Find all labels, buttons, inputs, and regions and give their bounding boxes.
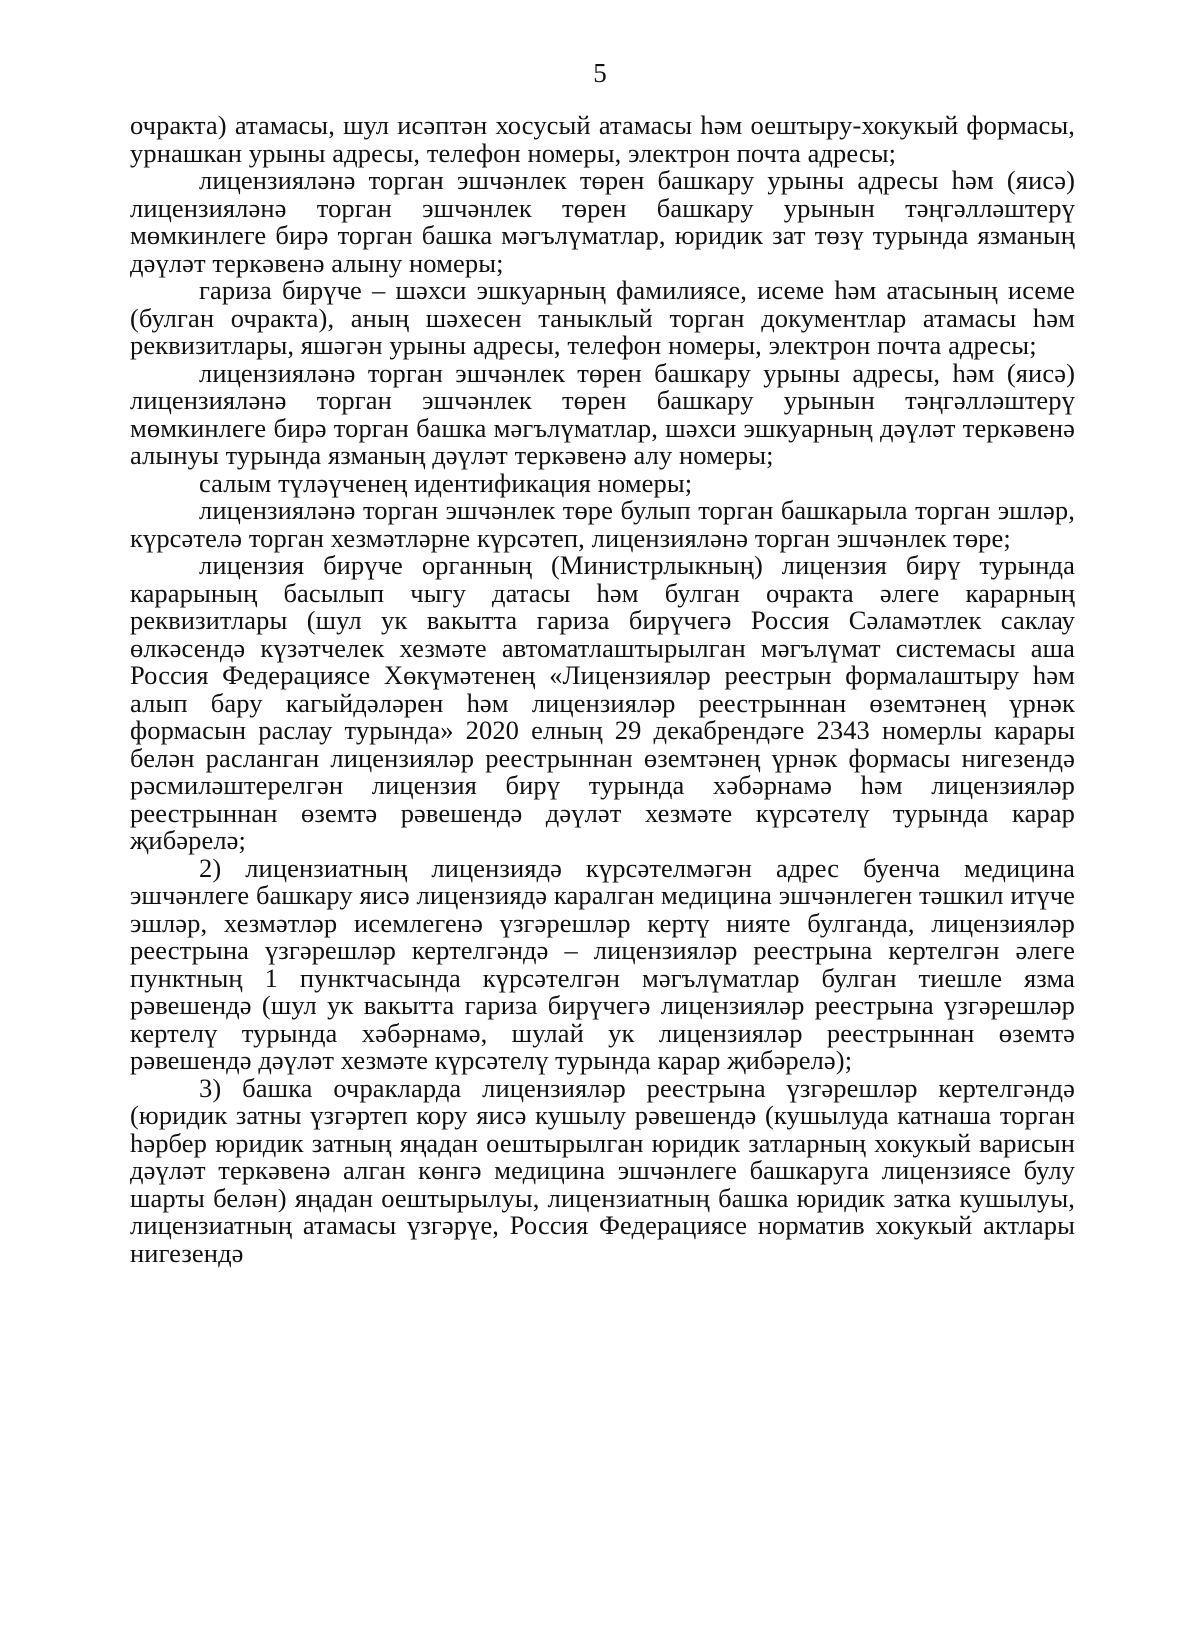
paragraph: лицензия бирүче органның (Министрлыкның) лицензия бирү турында карарының басылып чыгу датасы һәм булган очракта әлеге карарның реквизитлары (шул ук вакытта гариза бирүчегә Россия Сәламәтлек саклау өлкәсендә күзәтчелек хезмәте автоматлаштырылган мәгълүмат системасы аша Россия Федерациясе Хөкүмәтенең «Лицензияләр реестрын формалаштыру һәм алып бару кагыйдәләрен һәм лицензияләр реестрыннан өземтәнең үрнәк формасын раслау турында» 2020 елның 29 декабрендәге 2343 номерлы карары белән расланган лицензияләр реестрыннан өземтәнең үрнәк формасы нигезендә рәсмиләштерелгән лицензия бирү турында хәбәрнамә һәм лицензияләр реестрыннан өземтә рәвешендә дәүләт хезмәте күрсәтелү турында карар җибәрелә; [130,550,1075,855]
document-body [130,112,1075,1267]
paragraph: лицензияләнә торган эшчәнлек төрен башкару урыны адресы, һәм (яисә) лицензияләнә торган эшчәнлек төрен башкару урынын тәңгәлләштерү мөмкинлеге бирә торган башка мәгълүматлар, шәхси эшкуарның дәүләт теркәвенә алынуы турында язманың дәүләт теркәвенә алу номеры; [130,357,1075,470]
paragraph: лицензияләнә торган эшчәнлек төре булып торган башкарыла торган эшләр, күрсәтелә торган хезмәтләрне күрсәтеп, лицензияләнә торган эшчәнлек төре; [130,495,1075,553]
paragraph: очракта) атамасы, шул исәптән хосусый атамасы һәм оештыру-хокукый формасы, урнашкан урыны адресы, телефон номеры, электрон почта адресы; [130,110,1075,168]
paragraph: гариза бирүче – шәхси эшкуарның фамилиясе, исеме һәм атасының исеме (булган очракта), аның шәхесен таныклый торган документлар атамасы һәм реквизитлары, яшәгән урыны адресы, телефон номеры, электрон почта адресы; [130,275,1075,360]
paragraph: салым түләүченең идентификация номеры; [199,467,693,498]
paragraph: 3) башка очракларда лицензияләр реестрына үзгәрешләр кертелгәндә (юридик затны үзгәртеп кору яисә кушылу рәвешендә (кушылуда катнаша торган һәрбер юридик затның яңадан оештырылган юридик затларның хокукый варисын дәүләт теркәвенә алган көнгә медицина эшчәнлеге башкаруга лицензиясе булу шарты белән) яңадан оештырылуы, лицензиатның башка юридик затка кушылуы, лицензиатның атамасы үзгәрүе, Россия Федерациясе норматив хокукый актлары нигезендә [130,1072,1075,1268]
paragraph: лицензияләнә торган эшчәнлек төрен башкару урыны адресы һәм (яисә) лицензияләнә торган эшчәнлек төрен башкару урынын тәңгәлләштерү мөмкинлеге бирә торган башка мәгълүматлар, юридик зат төзү турында язманың дәүләт теркәвенә алыну номеры; [130,165,1075,278]
page-number: 5 [593,58,607,88]
paragraph: 2) лицензиатның лицензиядә күрсәтелмәгән адрес буенча медицина эшчәнлеге башкару яисә лицензиядә каралган медицина эшчәнлеген тәшкил итүче эшләр, хезмәтләр исемлегенә үзгәрешләр кертү нияте булганда, лицензияләр реестрына үзгәрешләр кертелгәндә – лицензияләр реестрына кертелгән әлеге пунктның 1 пунктчасында күрсәтелгән мәгълүматлар булган тиешле язма рәвешендә (шул ук вакытта гариза бирүчегә лицензияләр реестрына үзгәрешләр кертелү турында хәбәрнамә, шулай ук лицензияләр реестрыннан өземтә рәвешендә дәүләт хезмәте күрсәтелү турында карар җибәрелә); [130,852,1075,1075]
